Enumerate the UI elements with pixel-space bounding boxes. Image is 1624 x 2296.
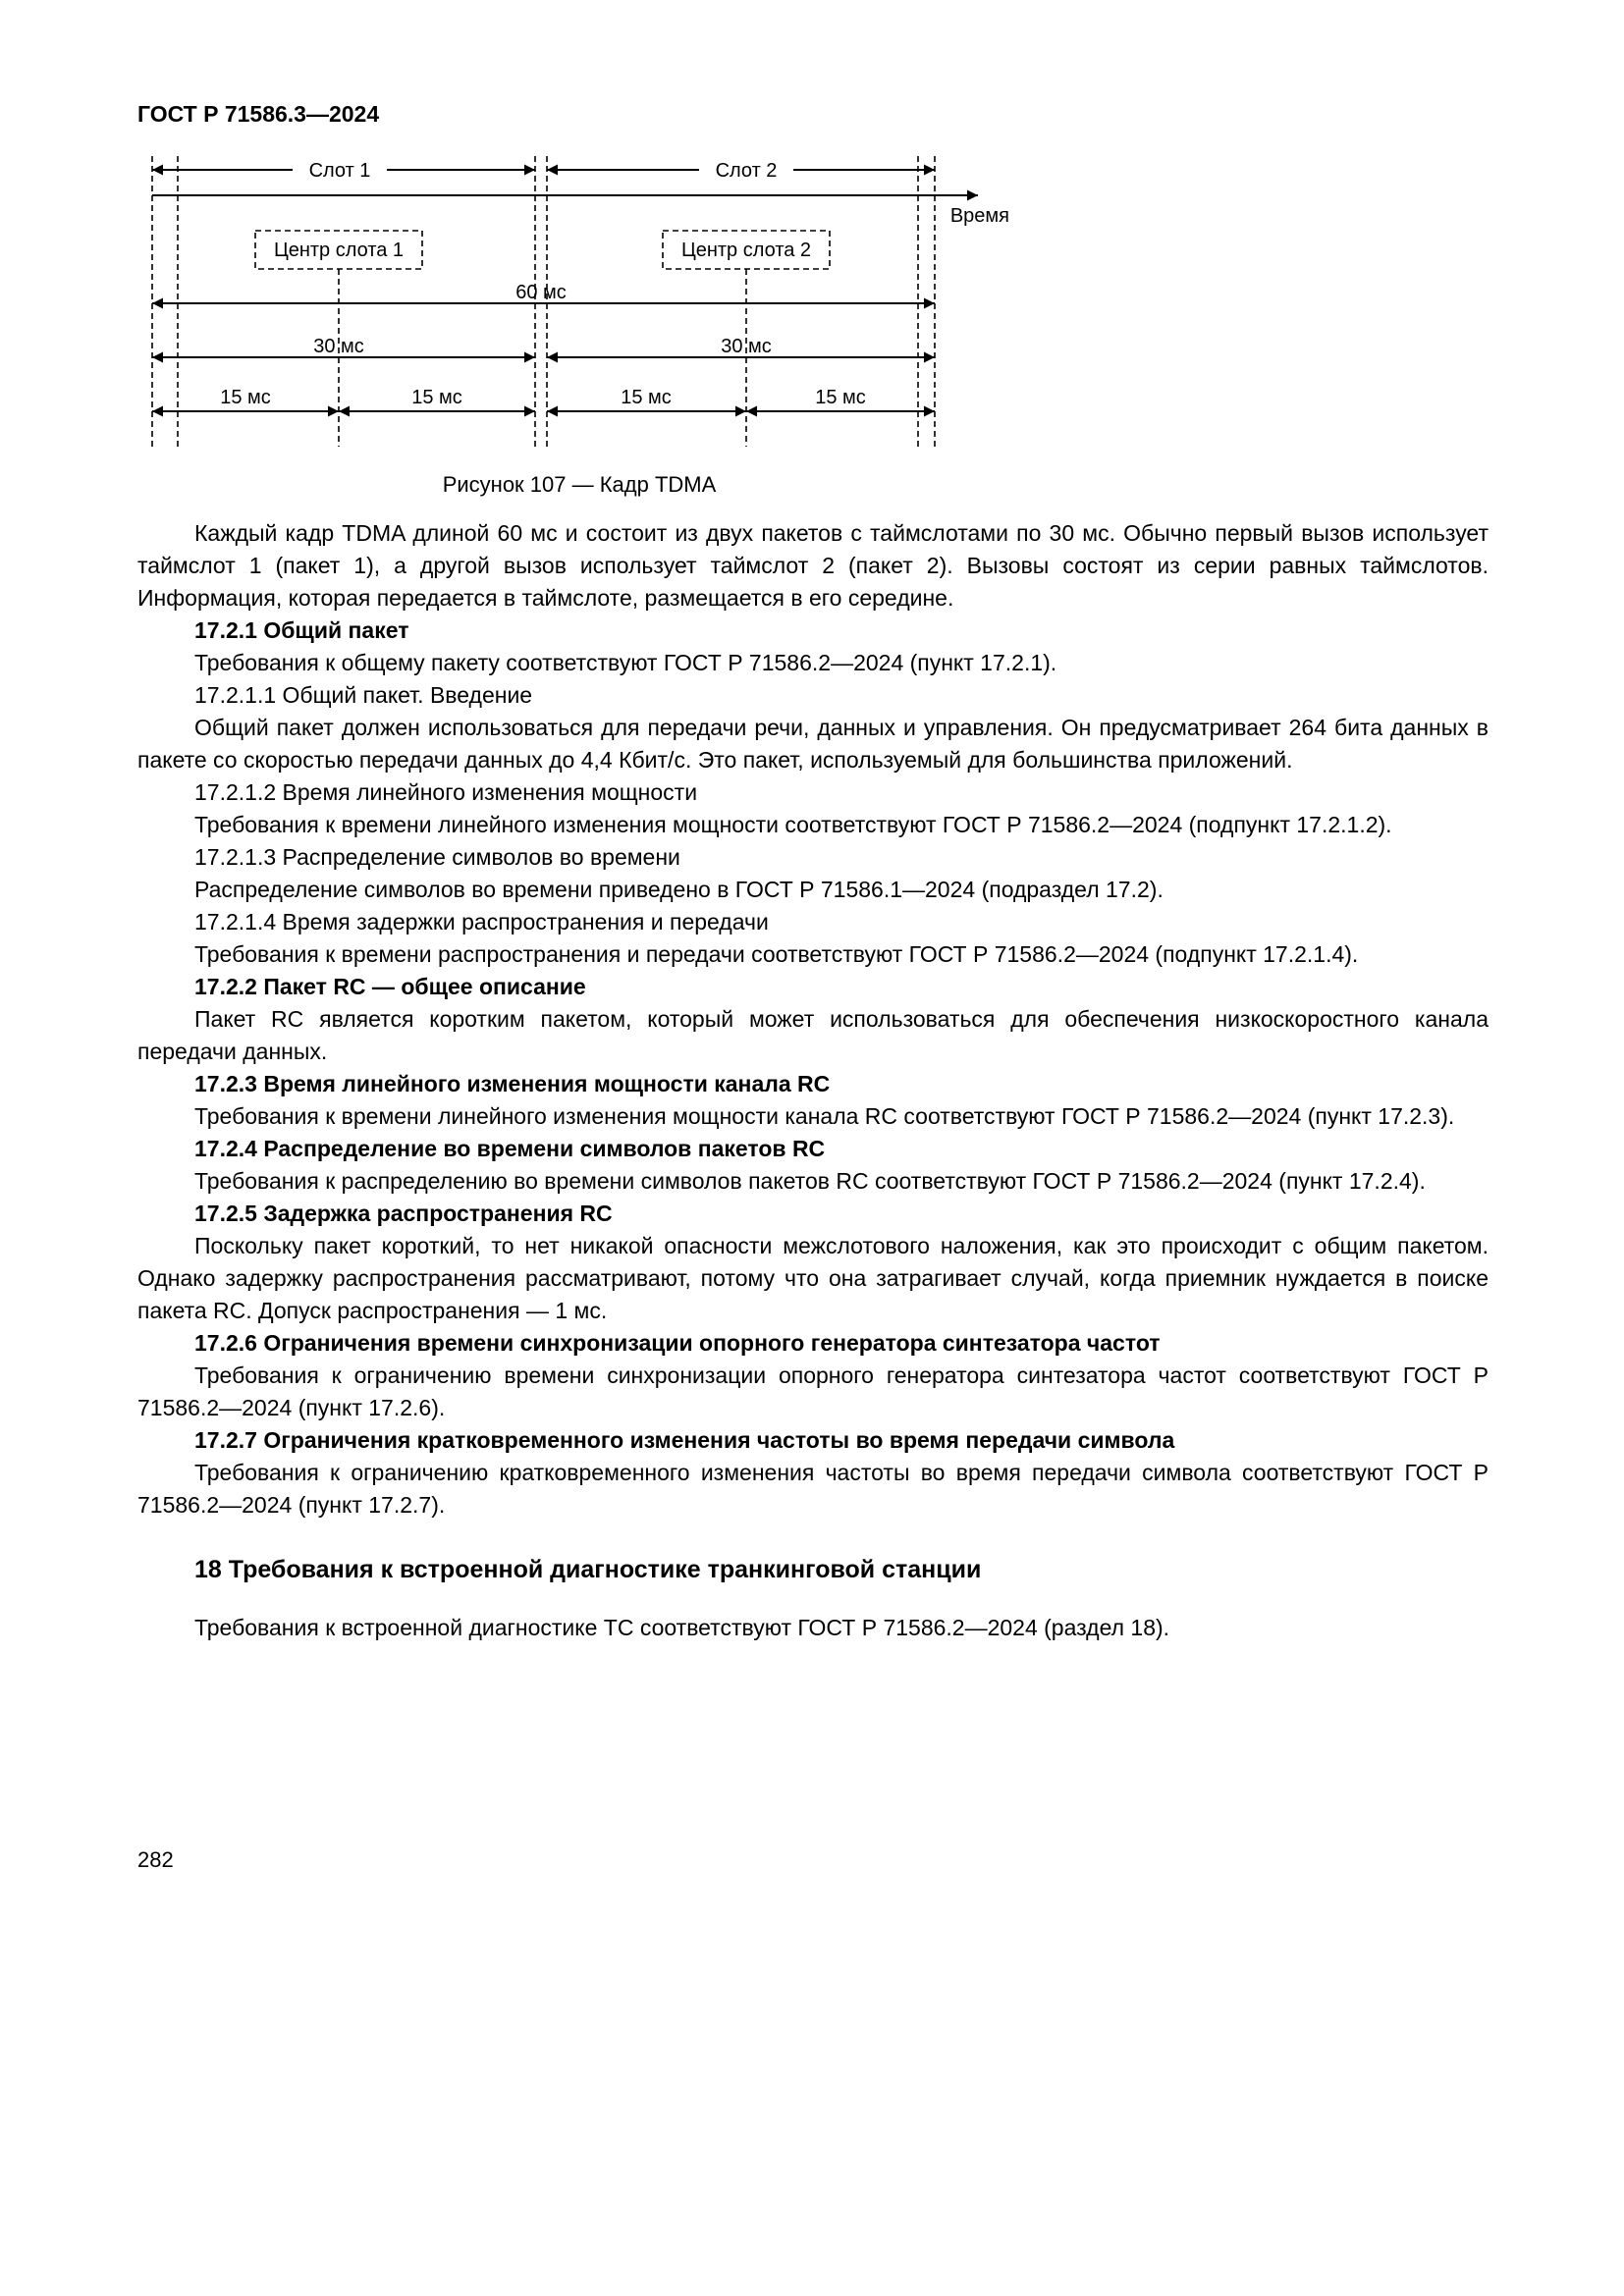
document-header: ГОСТ Р 71586.3—2024 [137, 101, 380, 127]
paragraph: Требования к распределению во времени символов пакетов RC соответствуют ГОСТ Р 71586.2—2024 (пункт 17.2.4). [194, 1168, 1426, 1194]
heading-17-2-3: 17.2.3 Время линейного изменения мощности канала RC [194, 1071, 831, 1096]
half4-15ms-label: 15 мс [815, 387, 866, 408]
frame-60ms-label: 60 мс [515, 282, 567, 303]
time-axis-label: Время [949, 205, 1009, 227]
paragraph: Общий пакет должен использоваться для передачи речи, данных и управления. Он предусматривает 264 бита данных в пакете со скоростью передачи данных до 4,4 Кбит/с. Это пакет, используемый для большинства приложений. [137, 715, 1489, 773]
paragraph: Требования к встроенной диагностике ТС соответствуют ГОСТ Р 71586.2—2024 (раздел 18). [194, 1615, 1170, 1640]
heading-17-2-5: 17.2.5 Задержка распространения RC [194, 1201, 613, 1226]
subheading-17-2-1-3: 17.2.1.3 Распределение символов во времени [194, 844, 680, 870]
center-slot2-label: Центр слота 2 [680, 240, 812, 261]
heading-17-2-2: 17.2.2 Пакет RC — общее описание [194, 974, 586, 999]
paragraph: Требования к времени линейного изменения мощности канала RC соответствуют ГОСТ Р 71586.2—2024 (пункт 17.2.3). [194, 1103, 1455, 1129]
paragraph: Требования к общему пакету соответствуют ГОСТ Р 71586.2—2024 (пункт 17.2.1). [194, 650, 1057, 675]
heading-17-2-7: 17.2.7 Ограничения кратковременного изменения частоты во время передачи символа [194, 1427, 1175, 1453]
subheading-17-2-1-4: 17.2.1.4 Время задержки распространения и передачи [194, 909, 769, 934]
heading-17-2-4: 17.2.4 Распределение во времени символов пакетов RC [194, 1136, 826, 1161]
paragraph: Поскольку пакет короткий, то нет никакой опасности межслотового наложения, как это происходит с общим пакетом. Однако задержку распространения рассматривают, потому что она затрагивает случай, когда приемник нуждается в поиске пакета RC. Допуск распространения — 1 мс. [137, 1233, 1489, 1323]
slot2-30ms-label: 30 мс [721, 336, 772, 357]
tdma-frame-diagram [137, 154, 1021, 458]
slot1-label: Слот 1 [308, 160, 371, 182]
paragraph: Распределение символов во времени приведено в ГОСТ Р 71586.1—2024 (подраздел 17.2). [194, 877, 1164, 902]
subheading-17-2-1-1: 17.2.1.1 Общий пакет. Введение [194, 682, 533, 708]
half3-15ms-label: 15 мс [621, 387, 672, 408]
paragraph: Требования к ограничению кратковременного изменения частоты во время передачи символа соответствуют ГОСТ Р 71586.2—2024 (пункт 17.2.7). [137, 1460, 1489, 1518]
half2-15ms-label: 15 мс [411, 387, 462, 408]
slot1-30ms-label: 30 мс [313, 336, 364, 357]
paragraph-intro: Каждый кадр TDMA длиной 60 мс и состоит из двух пакетов с таймслотами по 30 мс. Обычно первый вызов использует таймслот 1 (пакет 1), а другой вызов использует таймслот 2 (пакет 2). Вызовы состоят из серии равных таймслотов. Информация, которая передается в таймслоте, размещается в его середине. [137, 520, 1489, 611]
section-18-heading: 18 Требования к встроенной диагностике транкинговой станции [194, 1556, 982, 1583]
paragraph: Требования к ограничению времени синхронизации опорного генератора синтезатора частот соответствуют ГОСТ Р 71586.2—2024 (пункт 17.2.6). [137, 1362, 1489, 1420]
section-18-body [137, 1612, 1489, 1644]
center-slot1-label: Центр слота 1 [273, 240, 405, 261]
slot2-label: Слот 2 [715, 160, 778, 182]
page-content [137, 101, 1489, 1644]
figure-107 [137, 154, 1021, 498]
heading-17-2-1: 17.2.1 Общий пакет [194, 617, 409, 643]
subheading-17-2-1-2: 17.2.1.2 Время линейного изменения мощности [194, 779, 698, 805]
paragraph: Пакет RC является коротким пакетом, который может использоваться для обеспечения низкоскоростного канала передачи данных. [137, 1006, 1489, 1064]
page-number: 282 [137, 1847, 174, 1872]
heading-17-2-6: 17.2.6 Ограничения времени синхронизации опорного генератора синтезатора частот [194, 1330, 1161, 1356]
paragraph: Требования к времени линейного изменения мощности соответствуют ГОСТ Р 71586.2—2024 (подпункт 17.2.1.2). [194, 812, 1392, 837]
half1-15ms-label: 15 мс [220, 387, 271, 408]
body-text [137, 517, 1489, 1522]
figure-caption: Рисунок 107 — Кадр TDMA [442, 472, 717, 497]
paragraph: Требования к времени распространения и передачи соответствуют ГОСТ Р 71586.2—2024 (подпункт 17.2.1.4). [194, 941, 1359, 967]
